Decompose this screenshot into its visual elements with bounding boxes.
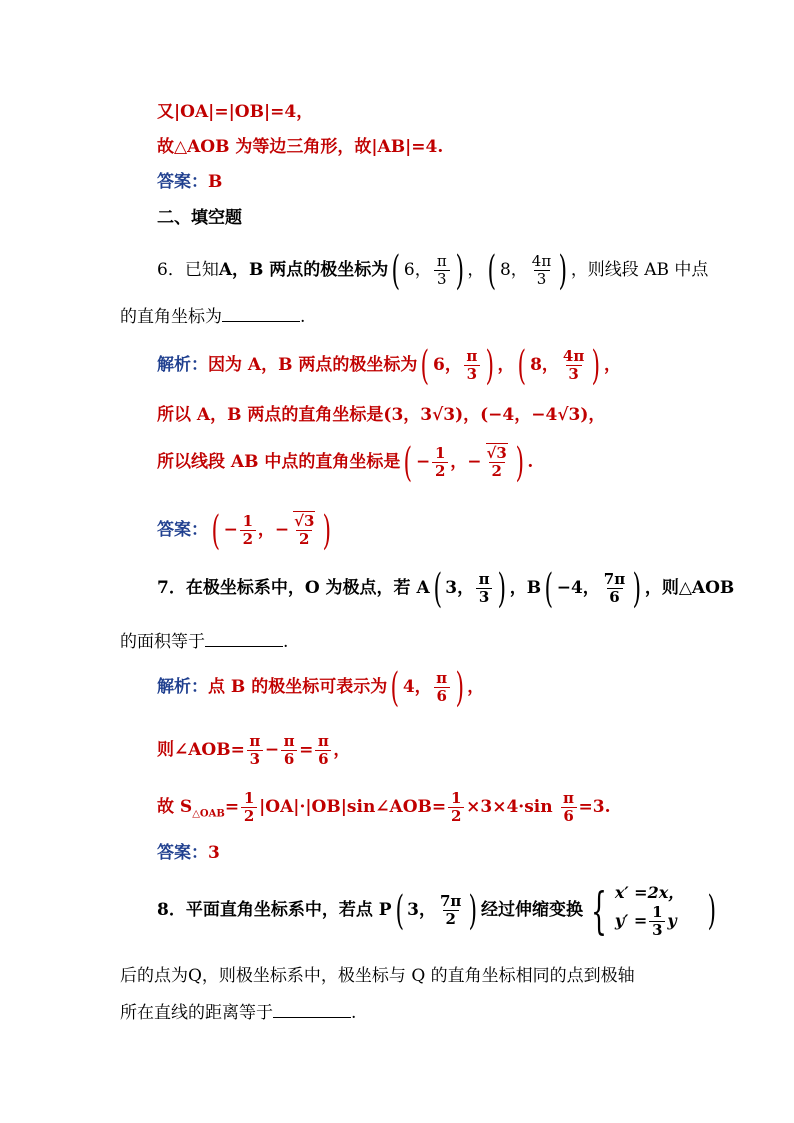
answer-5: 答案：B (157, 172, 223, 192)
solution-line: 故△AOB 为等边三角形，故|AB|=4. (157, 137, 444, 157)
section-heading: 二、填空题 (157, 208, 242, 228)
question-8-line3: 所在直线的距离等于 . (120, 1003, 357, 1023)
answer-blank[interactable] (205, 630, 283, 647)
solution-6: 解析：因为 A，B 两点的极坐标为( 6， $\frac{\pi}{3}$ ) ，( 8， $\frac{4\pi}{3}$ ) ， (157, 342, 621, 389)
solution-7-line3: 故 $S_{\triangle OAB}=$ $\frac{1}{2}$ |OA|·|OB|sin∠AOB= $\frac{1}{2}$ ×3×4·sin $\frac{\pi}{6}$ =3. (157, 789, 611, 825)
answer-6: 答案：( − $\frac{1}{2}$ ，− $\frac{√3}{2}$ ) (157, 507, 332, 554)
question-6-line2: 的直角坐标为 . (120, 307, 306, 327)
solution-line: 又|OA|=|OB|=4， (157, 102, 314, 122)
question-7-line2: 的面积等于 . (120, 632, 289, 652)
solution-6-line3: 所以线段 AB 中点的直角坐标是( − $\frac{1}{2}$ ，− $\frac{√3}{2}$ ) . (157, 439, 534, 486)
answer-7: 答案：3 (157, 843, 220, 863)
question-7: 7．在极坐标系中，O 为极点，若 A( 3， $\frac{\pi}{3}$ ) ，B( −4， $\frac{7\pi}{6}$ ) ，则△AOB (157, 565, 735, 612)
question-8-line2: 后的点为Q，则极坐标系中，极坐标与 Q 的直角坐标相同的点到极轴 (120, 966, 635, 986)
answer-blank[interactable] (273, 1001, 351, 1018)
question-8: 8．平面直角坐标系中，若点 P( 3， $\frac{7\pi}{2}$ ) 经过伸缩变换 { x′ =2x， y′ = $\frac{1}{3}$ y ) (157, 881, 717, 940)
solution-6-line2: 所以 A，B 两点的直角坐标是(3，3√3)，(−4，−4√3)， (157, 405, 606, 425)
solution-7-line2: 则∠AOB= $\frac{\pi}{3}$ − $\frac{\pi}{6}$ = $\frac{\pi}{6}$ ， (157, 732, 351, 768)
question-6: 6．已知A，B 两点的极坐标为( 6， $\frac{\pi}{3}$ ) ，( 8， $\frac{4\pi}{3}$ ) ，则线段 AB 中点 (157, 247, 709, 294)
answer-blank[interactable] (222, 305, 300, 322)
solution-7: 解析：点 B 的极坐标可表示为( 4， $\frac{\pi}{6}$ ) ， (157, 664, 485, 711)
